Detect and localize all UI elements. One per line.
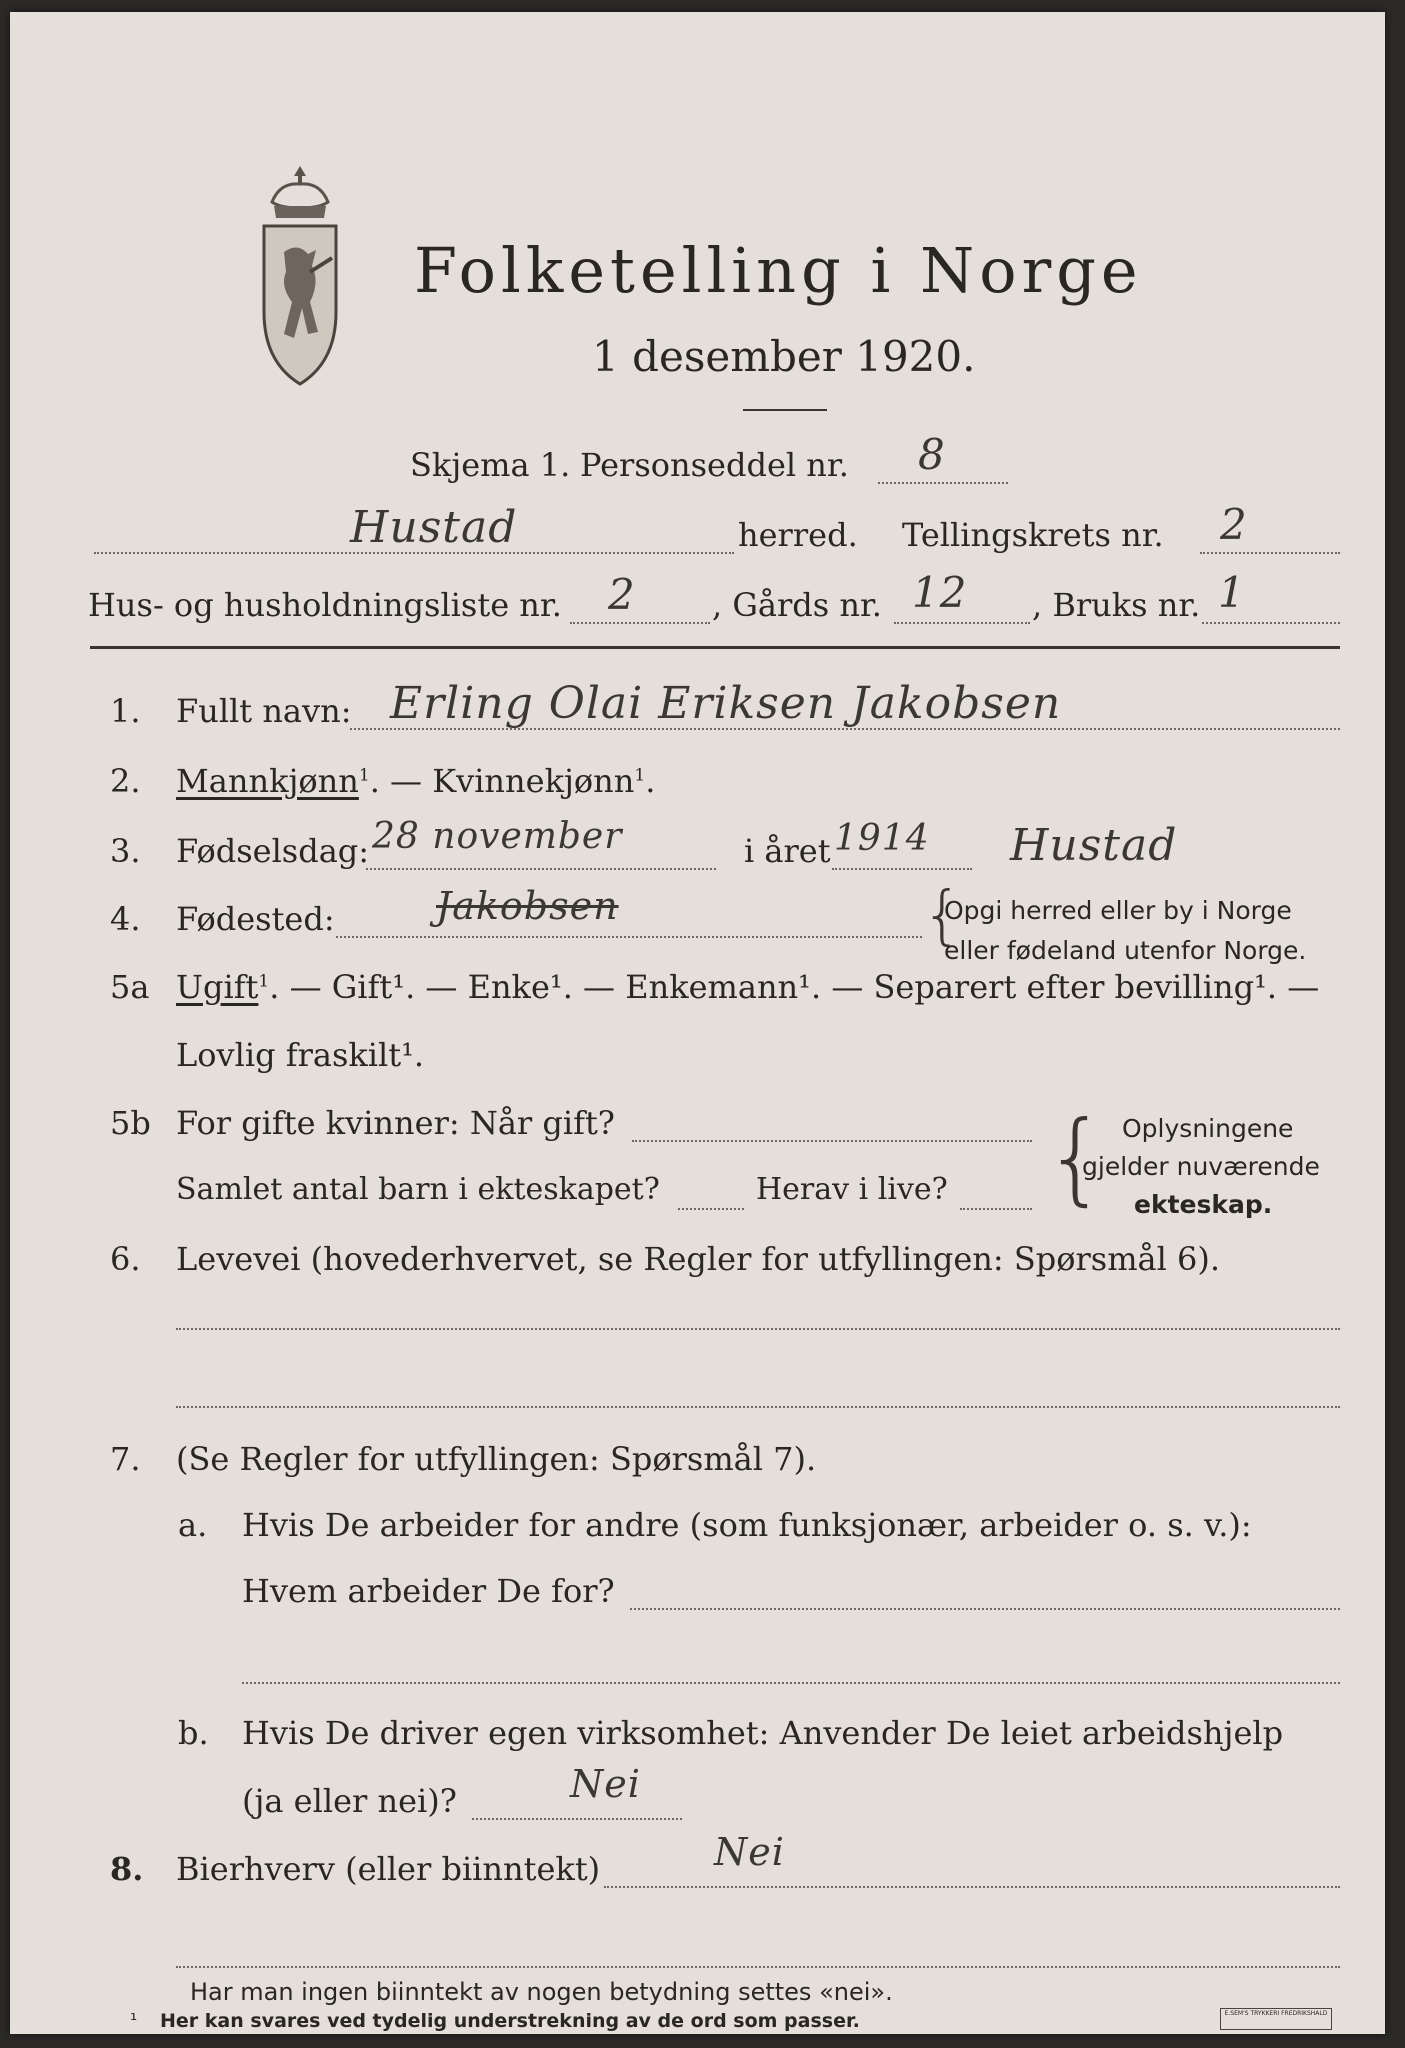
bruks-label: , Bruks nr. (1032, 586, 1201, 624)
footnote-text: Her kan svares ved tydelig understrekning av de ord som passer. (160, 2010, 860, 2032)
birth-year-value[interactable]: 1914 (834, 818, 930, 859)
birth-place-note-value[interactable]: Hustad (1010, 820, 1178, 871)
q3-number: 3. (110, 832, 141, 870)
q5b-children-line (678, 1208, 744, 1210)
male-option[interactable]: Mannkjønn (176, 762, 359, 800)
q5b-note-line2: gjelder nuværende (1082, 1152, 1320, 1181)
q3-year-line (832, 868, 972, 870)
husliste-label: Hus- og husholdningsliste nr. (88, 586, 562, 624)
title-divider (743, 409, 827, 411)
bruks-line (1202, 622, 1340, 624)
q1-label: Fullt navn: (176, 692, 352, 730)
husliste-line (570, 622, 710, 624)
q7b-line (472, 1818, 682, 1820)
q4-note-line1: Opgi herred eller by i Norge (944, 896, 1292, 925)
q3-date-line (366, 868, 716, 870)
q5a-rest: . — Gift¹. — Enke¹. — Enkemann¹. — Separert efter bevilling¹. — (269, 968, 1320, 1006)
coat-of-arms-icon (250, 162, 350, 392)
full-name-value[interactable]: Erling Olai Eriksen Jakobsen (390, 678, 1062, 729)
herred-label: herred. (738, 516, 858, 554)
q5b-married-line (632, 1140, 1032, 1142)
q4-line (336, 936, 922, 938)
q2-options (176, 762, 655, 800)
printer-stamp: E.SEM'S TRYKKERI FREDRIKSHALD (1220, 2008, 1332, 2030)
q7b-text: Hvis De driver egen virksomhet: Anvender De leiet arbeidshjelp (242, 1714, 1284, 1752)
q5b-label1: For gifte kvinner: Når gift? (176, 1104, 615, 1142)
q7a-line1 (630, 1608, 1340, 1610)
gards-value[interactable]: 12 (912, 568, 968, 617)
q8-line1 (604, 1886, 1340, 1888)
q7b-question: (ja eller nei)? (242, 1782, 457, 1820)
q3-label: Fødselsdag: (176, 832, 370, 870)
q2-sup-2: 1 (634, 765, 646, 786)
bruks-value[interactable]: 1 (1218, 568, 1246, 617)
gards-line (894, 622, 1030, 624)
leiet-arbeidshjelp-value[interactable]: Nei (570, 1762, 641, 1806)
q4-number: 4. (110, 900, 141, 938)
q7a-letter: a. (178, 1506, 208, 1544)
header-rule (90, 646, 1340, 649)
q8-number: 8. (110, 1850, 144, 1888)
herred-value[interactable]: Hustad (350, 502, 518, 553)
q5b-note-line1: Oplysningene (1122, 1114, 1294, 1143)
census-form (10, 12, 1385, 2034)
q5a-line2: Lovlig fraskilt¹. (176, 1036, 425, 1074)
tellingskrets-value[interactable]: 2 (1220, 500, 1248, 549)
q2-sup-1: 1 (358, 765, 370, 786)
personseddel-line (878, 482, 1008, 484)
q1-number: 1. (110, 692, 141, 730)
q5b-note-line3: ekteskap. (1134, 1190, 1273, 1219)
q2-end: . (645, 762, 656, 800)
q4-label: Fødested: (176, 900, 335, 938)
q4-brace: { (922, 879, 963, 953)
q7-number: 7. (110, 1440, 141, 1478)
female-option[interactable]: Kvinnekjønn (432, 762, 635, 800)
q5b-alive-line (960, 1208, 1032, 1210)
q7a-question: Hvem arbeider De for? (242, 1572, 615, 1610)
q6-number: 6. (110, 1240, 141, 1278)
q8-label: Bierhverv (eller biinntekt) (176, 1850, 601, 1888)
bierhverv-value[interactable]: Nei (714, 1830, 785, 1874)
q8-line2 (176, 1966, 1340, 1968)
q5b-number: 5b (110, 1104, 151, 1142)
q7a-line2 (242, 1682, 1340, 1684)
q3-year-label: i året (744, 832, 831, 870)
form-title: Folketelling i Norge (414, 234, 1143, 307)
birthplace-value[interactable]: Jakobsen (436, 884, 619, 928)
skjema-label: Skjema 1. (410, 446, 571, 484)
q6-label: Levevei (hovederhvervet, se Regler for utfyllingen: Spørsmål 6). (176, 1240, 1221, 1278)
q2-number: 2. (110, 762, 141, 800)
q6-line1 (176, 1328, 1340, 1330)
birthdate-value[interactable]: 28 november (372, 816, 623, 857)
ugift-option[interactable]: Ugift (176, 968, 259, 1006)
q6-line2 (176, 1406, 1340, 1408)
personseddel-value[interactable]: 8 (918, 430, 946, 479)
q5b-label2: Samlet antal barn i ekteskapet? (176, 1172, 660, 1207)
footer-note: Har man ingen biinntekt av nogen betydning settes «nei». (190, 1978, 893, 2006)
q5b-label3: Herav i live? (756, 1172, 948, 1207)
q7b-letter: b. (178, 1714, 209, 1752)
footnote-number: ¹ (130, 2010, 138, 2031)
gards-label: , Gårds nr. (712, 586, 882, 624)
tellingskrets-line (1200, 552, 1340, 554)
q5a-number: 5a (110, 968, 150, 1006)
q2-separator: . — (369, 762, 433, 800)
tellingskrets-label: Tellingskrets nr. (902, 516, 1164, 554)
personseddel-label: Personseddel nr. (580, 446, 849, 484)
q7-label: (Se Regler for utfyllingen: Spørsmål 7). (176, 1440, 817, 1478)
q5a-sup: 1 (258, 971, 270, 992)
husliste-value[interactable]: 2 (608, 570, 636, 619)
q7a-text: Hvis De arbeider for andre (som funksjonær, arbeider o. s. v.): (242, 1506, 1252, 1544)
q5a-options (176, 968, 1319, 1006)
q5b-brace: { (1044, 1099, 1108, 1216)
census-date: 1 desember 1920. (592, 332, 976, 381)
q4-note-line2: eller fødeland utenfor Norge. (944, 936, 1307, 965)
